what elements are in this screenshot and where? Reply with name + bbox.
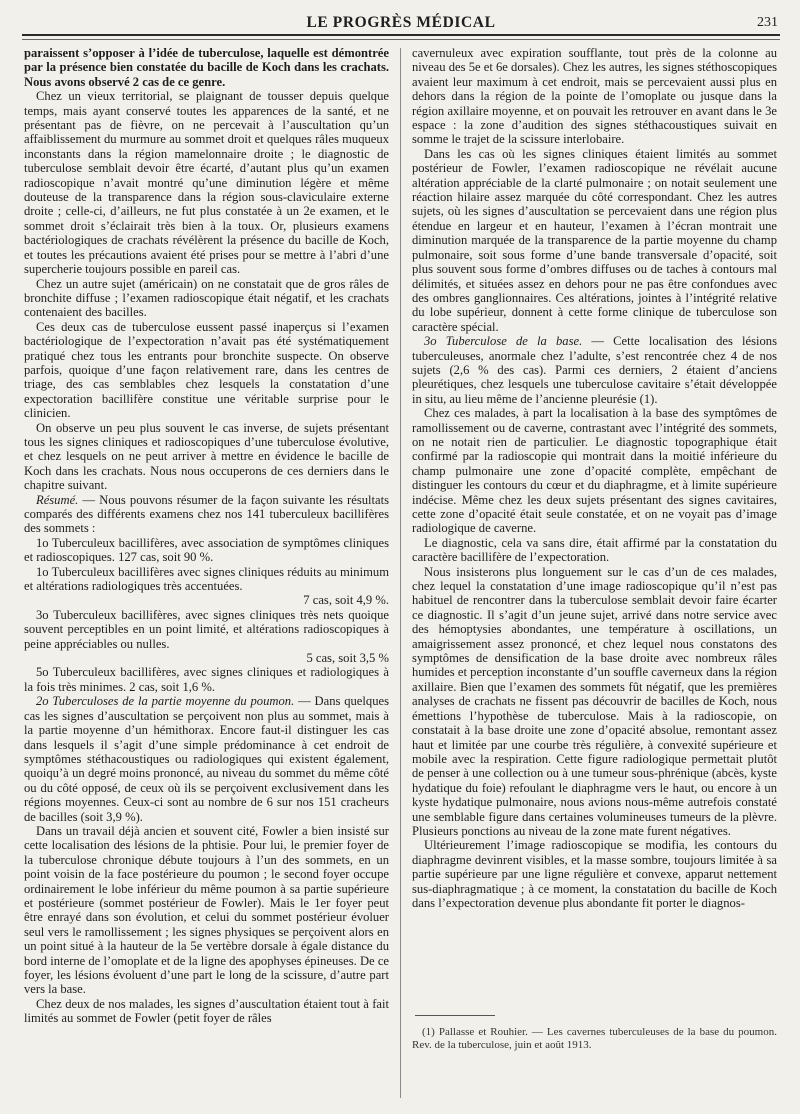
paragraph — [24, 665, 389, 694]
section-heading: Résumé. — [36, 492, 79, 507]
paragraph-text: 7 cas, soit 4,9 %. — [303, 593, 389, 608]
paragraph — [24, 421, 389, 493]
running-header — [22, 12, 780, 34]
paragraph-text: On observe un peu plus souvent le cas inverse, de sujets présentant tous les signes cliniques et radioscopiques d’une tuberculose évolutive, et chez lesquels on ne peut arriver à mettre en évidence le bacille de Koch dans les crachats. Nous nous occuperons de ces derniers dans le chapitre suivant. — [24, 420, 389, 493]
paragraph-text: — Nous pouvons résumer de la façon suivante les résultats comparés des différents examens chez nos 141 tuberculeux bacillifères des sommets : — [24, 492, 389, 536]
paragraph — [412, 46, 777, 147]
paragraph — [24, 46, 389, 89]
paragraph — [412, 147, 777, 334]
paragraph-text: — Cette localisation des lésions tuberculeuses, anormale chez l’adulte, s’est rencontrée chez 4 de nos sujets (2,6 % des cas). Parmi ces derniers, 2 étaient d’anciens pleurétiques, chez lesquels une tuberculose cavitaire s’était développée in situ, au lieu même de l’ancienne pleurésie (1). — [412, 334, 777, 406]
paragraph-text: Chez ces malades, à part la localisation à la base des symptômes de ramollissement ou de caverne, contrastant avec l’intégrité des sommets, on ne notait rien de particulier. Le diagnostic topographique était confirmé par la radioscopie qui montrait dans la moitié inférieure du champ pulmonaire une zone d’opacité complète, empêchant de distinguer les contours du cœur et du diaphragme, et à limite supérieure indécise. Même chez les deux sujets présentant des signes cavitaires, cette zone d’opacité était seule constatée, et on ne voyait pas d’image radiologique de caverne. — [412, 406, 777, 536]
journal-title: LE PROGRÈS MÉDICAL — [306, 14, 496, 31]
paragraph-text: Dans les cas où les signes cliniques étaient limités au sommet postérieur de Fowler, l’examen radioscopique ne révélait aucune altération appréciable de la clarté pulmonaire ; on notait seulement une réaction hilaire assez marquée du côté correspondant. Chez les autres sujets, où les signes d’auscultation se percevaient dans une région plus étendue en largeur et en hauteur, l’examen à l’écran montrait une diminution marquée de la transparence de la partie moyenne du champ pulmonaire, soit sous forme d’une bande transversale d’opacité, soit plus souvent sous forme d’ombres diffuses ou de taches à contours mal délimités, et situées assez en dehors pour ne pas être confondues avec des ombres ganglionnaires. Ces altérations, jointes à l’intégrité relative du lobe supérieur, donnent à cette forme clinique de tuberculose son caractère spécial. — [412, 146, 777, 334]
footnote — [412, 1026, 777, 1052]
paragraph-text: 1o Tuberculeux bacillifères, avec association de symptômes cliniques et radioscopiques. 127 cas, soit 90 %. — [24, 535, 389, 565]
paragraph — [24, 593, 389, 607]
paragraph-text: 5o Tuberculeux bacillifères, avec signes cliniques et radiologiques à la fois très minimes. 2 cas, soit 1,6 %. — [24, 665, 389, 694]
left-column — [24, 46, 389, 1026]
paragraph — [412, 536, 777, 565]
paragraph — [24, 536, 389, 565]
footnote-rule — [415, 1015, 495, 1016]
section-heading: 2o Tuberculoses de la partie moyenne du poumon. — [36, 694, 295, 709]
paragraph — [412, 406, 777, 536]
paragraph-text: Le diagnostic, cela va sans dire, était affirmé par la constatation du caractère bacillifère de l’expectoration. — [412, 535, 777, 565]
right-column — [412, 46, 777, 910]
paragraph-text: Chez un vieux territorial, se plaignant de tousser depuis quelque temps, mais ayant conservé toutes les apparences de la santé, et ne présentant pas de fièvre, on ne percevait à l’auscultation qu’un affaiblissement du murmure au sommet droit et quelques râles muqueux inconstants dans la région mamelonnaire droite ; le diagnostic de tuberculose semblait devoir être écarté, d’autant plus qu’un examen radioscopique n’avait montré qu’une diminution légère et même douteuse de la transparence dans la région sous-claviculaire externe droite ; celle-ci, d’ailleurs, ne fut plus constatée à un 2e examen, et le sommet droit s’éclairait très bien à la toux. Or, plusieurs examens bactériologiques de crachats révélèrent la présence du bacille de Koch, et toutes les précautions avaient été prises pour se mettre à l’abri d’une supercherie toujours possible en pareil cas. — [24, 89, 389, 277]
paragraph — [24, 493, 389, 536]
paragraph — [24, 608, 389, 651]
paragraph — [24, 277, 389, 320]
paragraph-text: 1o Tuberculeux bacillifères avec signes cliniques réduits au minimum et altérations radiologiques très accentuées. — [24, 564, 389, 594]
paragraph — [412, 838, 777, 910]
header-rule — [22, 34, 780, 36]
paragraph — [412, 565, 777, 839]
paragraph — [24, 89, 389, 276]
paragraph-text: paraissent s’opposer à l’idée de tuberculose, laquelle est démontrée par la présence bien constatée du bacille de Koch dans les crachats. Nous avons observé 2 cas de ce genre. — [24, 46, 389, 89]
page-number: 231 — [757, 15, 778, 30]
section-heading: 3o Tuberculose de la base. — [424, 334, 583, 349]
paragraph — [412, 334, 777, 406]
header-rule-thin — [22, 39, 780, 40]
footnote-text: (1) Pallasse et Rouhier. — Les cavernes tuberculeuses de la base du poumon. Rev. de la tuberculose, juin et août 1913. — [412, 1026, 777, 1051]
paragraph-text: Chez un autre sujet (américain) on ne constatait que de gros râles de bronchite diffuse ; l’examen radioscopique était négatif, et les crachats contenaient des bacilles. — [24, 276, 389, 320]
paragraph-text: Nous insisterons plus longuement sur le cas d’un de ces malades, chez lequel la constatation d’une image radioscopique qu’il n’est pas habituel de rencontrer dans la tuberculose semblait devoir faire écarter ce diagnostic. Il s’agit d’un jeune sujet, arrivé dans notre service avec des hémoptysies abondantes, une température à oscillations, un amaigrissement assez prononcé, et chez lequel nous constatons des symptômes de densification de la base droite avec nombreux râles humides et perception inconstante d’un souffle caverneux dans la région axillaire. Bien que l’examen des sommets fût négatif, que les premières analyses de crachats ne fissent pas découvrir de bacilles de Koch, nous émettions l’hypothèse de tuberculose. Mais à la radioscopie, on constatait à la base droite une zone d’opacité absolue, remontant assez haut et limitée par une courbe très régulière, à convexité supérieure et mobile avec la respiration. Cette figure radiologique permettait plutôt de penser à une collection ou à une tumeur sous-phrénique (abcès, kyste hydatique du foie) refoulant le diaphragme vers le haut, ou encore à un kyste hydatique pulmonaire, nous avions nous-même autrefois constaté une semblable figure dans certaines volumineuses tumeurs de la plèvre. Plusieurs ponctions au niveau de la zone mate furent négatives. — [412, 564, 777, 838]
paragraph-text: 3o Tuberculeux bacillifères, avec signes cliniques très nets quoique souvent perceptibles en un point limité, et altérations radioscopiques à peine appréciables ou nulles. — [24, 607, 389, 651]
paragraph-text: Dans un travail déjà ancien et souvent cité, Fowler a bien insisté sur cette localisation des lésions de la phtisie. Pour lui, le premier foyer de la tuberculose chronique débute toujours à l’un des sommets, en un point voisin de la face postérieure du poumon ; le second foyer occupe ordinairement le lobe inférieur du même poumon à sa partie supérieure et postérieure (sommet postérieur de Fowler). Mais le 1er foyer peut être enrayé dans son évolution, et celui du sommet postérieur évoluer seul vers le ramollissement ; les signes physiques se perçoivent alors en un point situé à la hauteur de la 5e vertèbre dorsale à égale distance du bord interne de l’omoplate et de la ligne des apophyses épineuses. De ce foyer, les lésions évoluent d’une part le long de la scissure, d’autre part vers la base. — [24, 823, 389, 997]
paragraph-text: 5 cas, soit 3,5 % — [306, 651, 389, 666]
paragraph — [24, 694, 389, 824]
paragraph — [24, 320, 389, 421]
paragraph-text: cavernuleux avec expiration soufflante, tout près de la colonne au niveau des 5e et 6e dorsales). Chez les autres, les signes stéthoscopiques avaient leur maximum à cet endroit, mais se percevaient aussi plus en dehors dans la région de la pointe de l’omoplate ou jusque dans la région axillaire moyenne, et on pouvait les retrouver en avant dans le 3e espace : la zone d’audition des signes stéthacoustiques suivait en somme le trajet de la scissure interlobaire. — [412, 46, 777, 147]
paragraph-text: Chez deux de nos malades, les signes d’auscultation étaient tout à fait limités au sommet de Fowler (petit foyer de râles — [24, 996, 389, 1026]
paragraph-text: Ultérieurement l’image radioscopique se modifia, les contours du diaphragme devinrent visibles, et la masse sombre, toujours limitée à sa partie supérieure par une ligne régulière et convexe, apparut nettement sus-diaphragmatique ; à ce moment, la constatation du bacille de Koch dans l’expectoration devenue plus abondante fit porter le diagnos- — [412, 838, 777, 910]
paragraph-text: — Dans quelques cas les signes d’auscultation se perçoivent non plus au sommet, mais à la partie moyenne d’un hémithorax. Encore faut-il distinguer les cas dans lesquels il s’agit d’une simple prédominance à cet endroit de symptômes stéthacoustiques ou radiologiques qui existent également, quoiqu’à un degré moins prononcé, au niveau du sommet du même côté ou du côté opposé, de ceux où ils se perçoivent exclusivement dans les régions moyennes. Ceux-ci sont au nombre de 6 sur nos 151 cracheurs de bacilles (soit 3,9 %). — [24, 694, 389, 824]
paragraph — [24, 651, 389, 665]
paragraph — [24, 824, 389, 997]
paragraph-text: Ces deux cas de tuberculose eussent passé inaperçus si l’examen bactériologique de l’expectoration n’avait pas été systématiquement pratiqué chez tous les entrants pour bronchite suspecte. On observe parfois, quoique d’une façon relativement rare, dans les centres de triage, des cas semblables chez lesquels la constatation d’une expectoration bacillifère constitue une véritable surprise pour le clinicien. — [24, 319, 389, 421]
paragraph — [24, 565, 389, 594]
column-divider — [400, 48, 401, 1098]
paragraph — [24, 997, 389, 1026]
